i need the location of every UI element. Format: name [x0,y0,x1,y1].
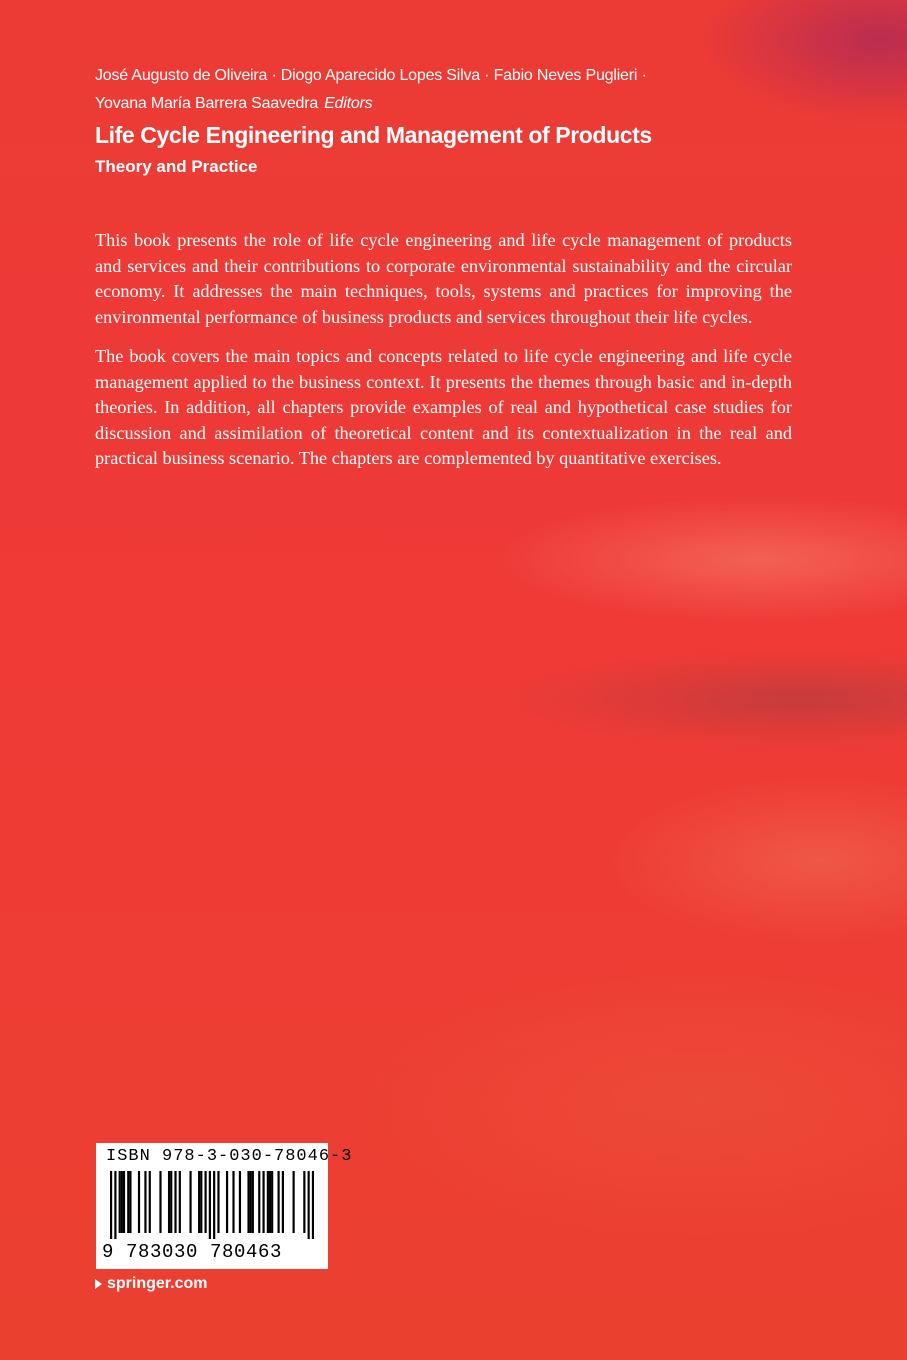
barcode-bar [174,1171,176,1233]
editors-list [95,62,815,118]
barcode-bar [262,1171,264,1233]
book-title: Life Cycle Engineering and Management of Products [95,122,652,148]
barcode-bar [293,1171,295,1233]
barcode-bar [119,1171,121,1233]
barcode-bar [312,1171,314,1239]
barcode-bar [247,1171,249,1233]
barcode-bar [123,1171,125,1233]
barcode-bar [271,1171,273,1233]
barcode-bar [149,1171,151,1233]
barcode-bar [277,1171,279,1233]
barcode-bar [170,1171,172,1233]
barcode-bar [127,1171,129,1233]
barcode-bar [252,1171,254,1233]
editor-name: Yovana María Barrera Saavedra [95,95,319,112]
barcode-bar [204,1171,206,1233]
publisher-url: springer.com [107,1275,208,1292]
barcode-bar [250,1171,252,1233]
barcode-bar [267,1171,269,1233]
barcode-bar [121,1171,123,1233]
barcode-bar [269,1171,271,1233]
publisher-link[interactable] [95,1275,207,1293]
book-description [95,228,792,486]
barcode-bar [209,1171,211,1239]
barcode-bar [308,1171,310,1239]
barcode-digits: 9 783030 780463 [102,1241,283,1263]
editors-line-2 [95,90,815,118]
description-paragraph-1: This book presents the role of life cycle engineering and life cycle management of products and services and their contributions to corporate environmental sustainability and the circular economy. It addresses the main techniques, tools, systems and practices for improving the environmental performance of business products and services throughout their life cycles. [95,230,792,327]
barcode-bar [110,1171,112,1239]
editors-line-1: José Augusto de Oliveira · Diogo Aparecido Lopes Silva · Fabio Neves Puglieri · [95,67,647,84]
barcode-bar [189,1171,191,1233]
barcode-bar [179,1171,181,1233]
barcode-bar [213,1171,215,1239]
barcode-bars [110,1171,314,1239]
barcode-bar [138,1171,140,1233]
barcode-bar [217,1171,219,1233]
description-paragraph-2: The book covers the main topics and concepts related to life cycle engineering and life cycle management applied to the business context. It presents the themes through basic and in-depth theories. In addition, all chapters provide examples of real and hypothetical case studies for discussion and assimilation of theoretical content and its contextualization in the real and practical business scenario. The chapters are complemented by quantitative exercises. [95,346,792,468]
book-subtitle: Theory and Practice [95,157,258,176]
barcode-bar [282,1171,284,1233]
barcode-bar [232,1171,234,1233]
barcode-bar [129,1171,131,1233]
barcode-bar [226,1171,228,1233]
barcode-bar [198,1171,200,1233]
editors-role: Editors [324,95,373,112]
barcode-bar [258,1171,260,1233]
barcode-bar [200,1171,202,1233]
barcode-bar [144,1171,146,1233]
arrow-right-icon [95,1279,102,1289]
isbn-barcode [96,1143,353,1269]
barcode-bar [114,1171,116,1239]
barcode-bar [239,1171,241,1233]
barcode-bar [303,1171,305,1233]
barcode-bar [168,1171,170,1233]
barcode-bar [159,1171,161,1233]
isbn-number: ISBN 978-3-030-78046-3 [106,1147,353,1166]
